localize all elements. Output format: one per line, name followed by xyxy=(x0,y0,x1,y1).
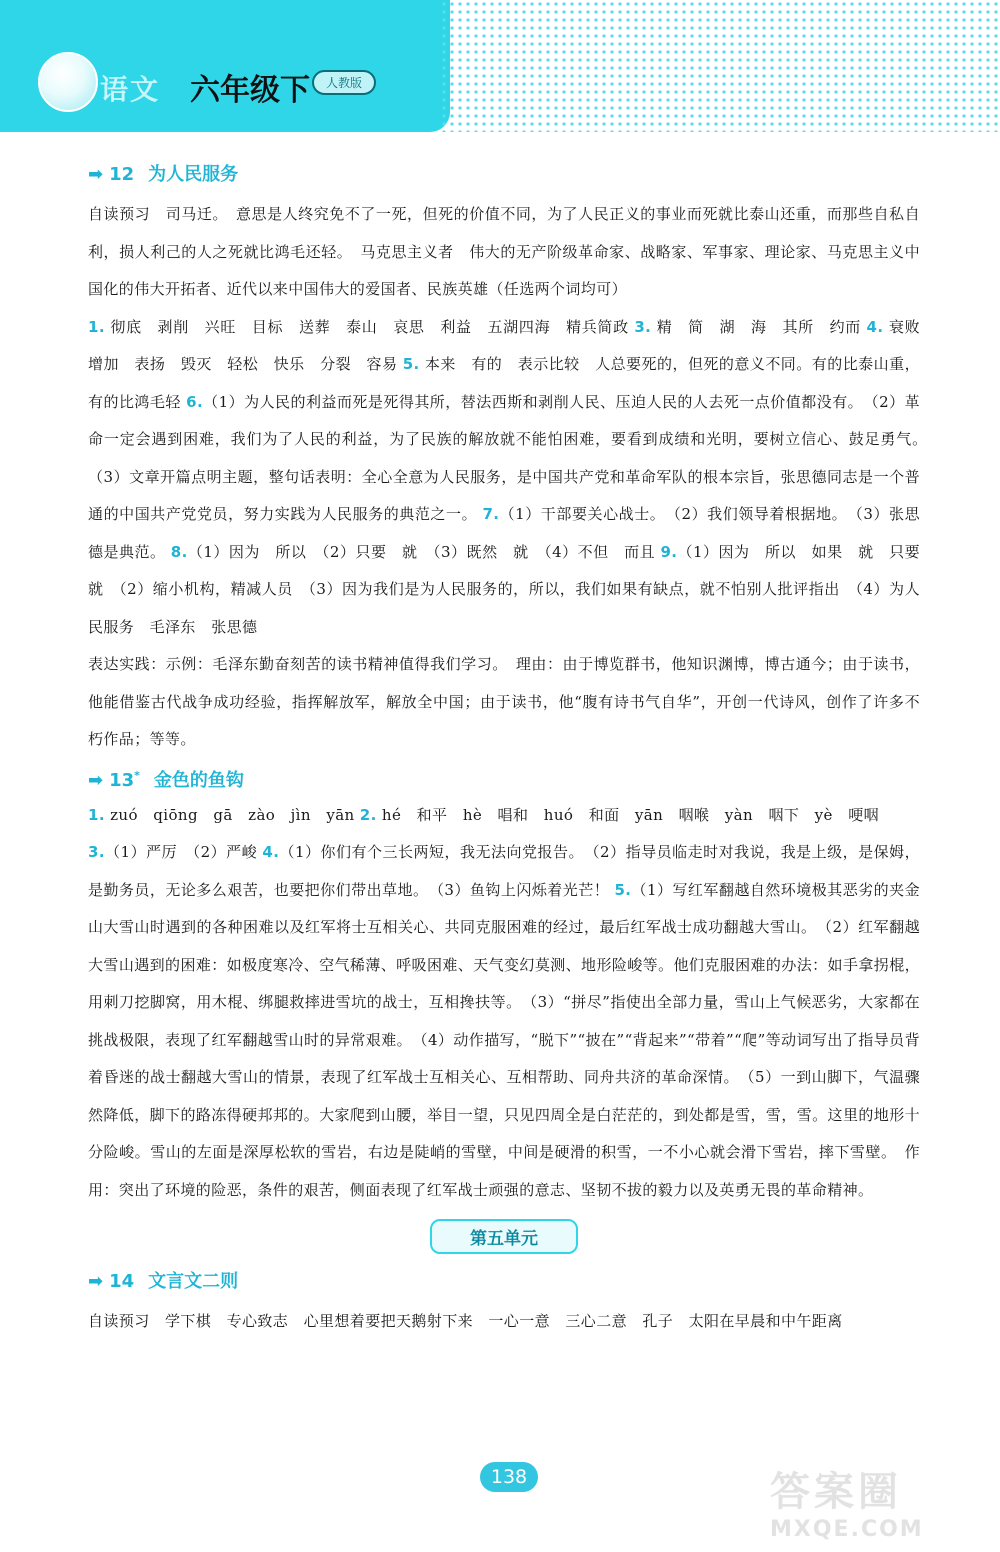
arrow-icon: ➡ xyxy=(88,769,104,791)
unit-divider xyxy=(88,1219,920,1263)
answer-text: （1）严厉 （2）严峻 xyxy=(104,843,263,861)
lesson-number xyxy=(109,770,140,791)
item-number: 4. xyxy=(866,317,884,336)
lesson-title: 金色的鱼钩 xyxy=(153,769,244,791)
item-number: 8. xyxy=(170,542,188,561)
answer-text: （1）你们有个三长两短，我无法向党报告。 （2）指导员临走时对我说，我是上级，是保姆，是勤务员，无论多么艰苦，也要把你们带出草地。 （3）鱼钩上闪烁着光芒！ xyxy=(88,843,921,899)
lesson-number: 12 xyxy=(109,164,135,185)
arrow-icon: ➡ xyxy=(88,164,104,185)
edition-badge: 人教版 xyxy=(312,70,376,95)
section-heading-12 xyxy=(88,160,920,190)
item-number: 1. xyxy=(88,317,105,336)
answer-text: （1）为人民的利益而死是死得其所，替法西斯和剥削人民、压迫人民的人去死一点价值都没有。 （2）革命一定会遇到困难，我们为了人民的利益，为了民族的解放就不能怕困难，要看到成绩和光明，要树立信心、鼓足勇气。 （3）文章开篇点明主题，整句话表明：全心全意为人民服务，是中国共产党和革命军队的根本宗旨，张思德同志是一个普通的中国共产党党员，努力实践为人民服务的典范之一。 xyxy=(88,392,936,523)
watermark-line: 答案圈 xyxy=(770,1469,902,1515)
answer-text: 彻底 剥削 兴旺 目标 送葬 泰山 哀思 利益 五湖四海 精兵简政 xyxy=(104,317,635,336)
answer-paragraph xyxy=(88,797,920,835)
item-number: 5. xyxy=(402,355,420,373)
page-content xyxy=(88,158,936,1341)
answer-text: 衰败 增加 表扬 毁灭 轻松 快乐 分裂 容易 xyxy=(88,317,936,373)
section-heading-13 xyxy=(88,761,920,791)
item-number: 5. xyxy=(614,880,632,899)
answer-text: 精 简 湖 海 其所 约而 xyxy=(651,317,867,336)
section-heading-14 xyxy=(88,1267,920,1297)
item-number: 1. xyxy=(88,805,105,824)
lesson-title: 为人民服务 xyxy=(148,164,239,185)
item-number: 3. xyxy=(634,317,652,336)
page-number: 138 xyxy=(480,1462,538,1492)
item-number: 3. xyxy=(88,843,105,861)
answer-text: 本来 有的 表示比较 人总要死的，但死的意义不同。有的比泰山重，有的比鸿毛轻 xyxy=(88,355,920,411)
answer-paragraph: 自读预习 司马迁。 意思是人终究免不了一死，但死的价值不同，为了人民正义的事业而死就比泰山还重，而那些自私自利，损人利己的人之死就比鸿毛还轻。 马克思主义者 伟大的无产阶级革命家、战略家、军事家、理论家、马克思主义中国化的伟大开拓者、近代以来中国伟大的爱国者、民族英雄（任选两个词均可） xyxy=(88,205,920,298)
answer-text: （1）因为 所以 （2）只要 就 （3）既然 就 （4）不但 而且 xyxy=(187,542,661,561)
item-number: 2. xyxy=(359,805,377,824)
answer-paragraph: 自读预习 学下棋 专心致志 心里想着要把天鹅射下来 一心一意 三心二意 孔子 太阳在早晨和中午距离 xyxy=(88,1312,843,1330)
subject-logo: 语文 xyxy=(100,73,161,106)
answer-text: （1）干部要关心战士。 （2）我们领导着根据地。 （3）张思德是典范。 xyxy=(88,505,920,561)
watermark-line: MXQE.COM xyxy=(770,1517,924,1542)
answer-paragraph xyxy=(88,834,920,1209)
item-number: 6. xyxy=(186,392,204,411)
grade-title: 六年级下 xyxy=(190,73,310,108)
answer-text: hé 和平 hè 唱和 huó 和面 yān 咽喉 yàn 咽下 yè 哽咽 xyxy=(376,805,880,824)
answer-text: zuó qiōng gā zào jìn yān xyxy=(104,805,360,824)
item-number: 9. xyxy=(660,542,678,561)
lesson-number-value: 13 xyxy=(109,769,135,791)
lesson-title: 文言文二则 xyxy=(148,1271,239,1292)
logo-circle-icon xyxy=(38,52,98,112)
watermark xyxy=(770,1460,980,1540)
arrow-icon: ➡ xyxy=(88,1271,104,1292)
answer-paragraph xyxy=(88,309,936,647)
lesson-number: 14 xyxy=(109,1271,135,1292)
unit-badge: 第五单元 xyxy=(430,1219,578,1254)
optional-star: * xyxy=(134,768,140,782)
item-number: 7. xyxy=(482,505,500,523)
answer-text: （1）写红军翻越自然环境极其恶劣的夹金山大雪山时遇到的各种困难以及红军将士互相关心、共同克服困难的经过，最后红军战士成功翻越大雪山。 （2）红军翻越大雪山遇到的困难：如极度寒冷、空气稀薄、呼吸困难、天气变幻莫测、地形险峻等。他们克服困难的办法：如手拿拐棍，用刺刀挖脚窝，用木棍、绑腿救摔进雪坑的战士，互相搀扶等。 （3）“拼尽”指使出全部力量，雪山上气候恶劣，大家都在挑战极限，表现了红军翻越雪山时的异常艰难。 （4）动作描写，“脱下”“披在”“背起来”“带着”“爬”等动词写出了指导员背着昏迷的战士翻越大雪山的情景，表现了红军战士互相关心、互相帮助、同舟共济的革命深情。 （5）一到山脚下，气温骤然降低，脚下的路冻得硬邦邦的。大家爬到山腰，举目一望，只见四周全是白茫茫的，到处都是雪，雪，雪。这里的地形十分险峻。雪山的左面是深厚松软的雪岩，右边是陡峭的雪壁，中间是硬滑的积雪，一不小心就会滑下雪岩，摔下雪壁。 作用：突出了环境的险恶，条件的艰苦，侧面表现了红军战士顽强的意志、坚韧不拔的毅力以及英勇无畏的革命精神。 xyxy=(88,880,920,1199)
answer-paragraph: 表达实践：示例：毛泽东勤奋刻苦的读书精神值得我们学习。 理由：由于博览群书，他知识渊博，博古通今；由于读书，他能借鉴古代战争成功经验，指挥解放军，解放全中国；由于读书，他“腹有诗书气自华”，开创一代诗风，创作了许多不朽作品；等等。 xyxy=(88,655,920,748)
answer-text: （1）因为 所以 如果 就 只要 就 （2）缩小机构，精减人员 （3）因为我们是为人民服务的，所以，我们如果有缺点，就不怕别人批评指出 （4）为人民服务 毛泽东 张思德 xyxy=(88,542,936,636)
item-number: 4. xyxy=(262,843,280,861)
header-dot-pattern xyxy=(440,0,1000,132)
